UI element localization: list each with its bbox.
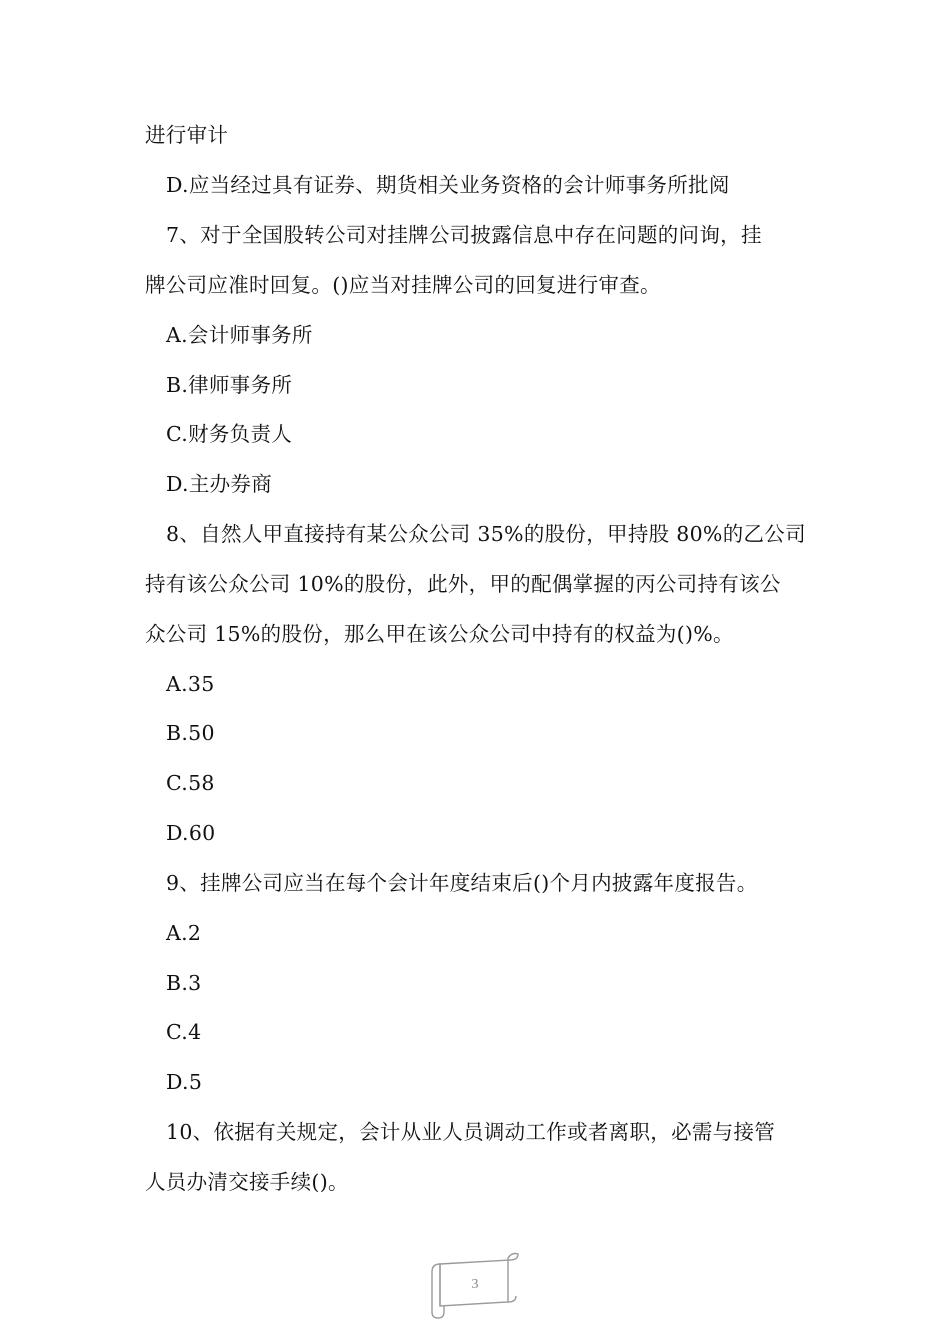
option-c: C.4 <box>166 1020 202 1044</box>
question-10: 10、依据有关规定，会计从业人员调动工作或者离职，必需与接管 <box>166 1120 776 1144</box>
option-d: D.应当经过具有证券、期货相关业务资格的会计师事务所批阅 <box>166 173 730 197</box>
option-b: B.3 <box>166 971 202 995</box>
option-a: A.会计师事务所 <box>166 323 313 347</box>
option-a: A.2 <box>166 921 202 945</box>
question-9: 9、挂牌公司应当在每个会计年度结束后()个月内披露年度报告。 <box>166 871 758 895</box>
page-number: 3 <box>471 1277 479 1292</box>
option-d: D.主办券商 <box>166 472 273 496</box>
option-d: D.5 <box>166 1070 203 1094</box>
text-line: 人员办清交接手续()。 <box>145 1170 349 1194</box>
question-7: 7、对于全国股转公司对挂牌公司披露信息中存在问题的问询，挂 <box>166 223 762 247</box>
option-d: D.60 <box>166 821 216 845</box>
option-c: C.58 <box>166 771 215 795</box>
option-c: C.财务负责人 <box>166 422 293 446</box>
option-a: A.35 <box>166 672 215 696</box>
option-b: B.律师事务所 <box>166 373 293 397</box>
text-line: 牌公司应准时回复。()应当对挂牌公司的回复进行审查。 <box>145 273 661 297</box>
text-line: 进行审计 <box>145 123 229 147</box>
page-footer <box>428 1250 522 1322</box>
question-8: 8、自然人甲直接持有某公众公司 35%的股份，甲持股 80%的乙公司 <box>166 522 806 546</box>
text-line: 众公司 15%的股份，那么甲在该公众公司中持有的权益为()%。 <box>145 622 734 646</box>
text-line: 持有该公众公司 10%的股份，此外，甲的配偶掌握的丙公司持有该公 <box>145 572 781 596</box>
option-b: B.50 <box>166 721 215 745</box>
